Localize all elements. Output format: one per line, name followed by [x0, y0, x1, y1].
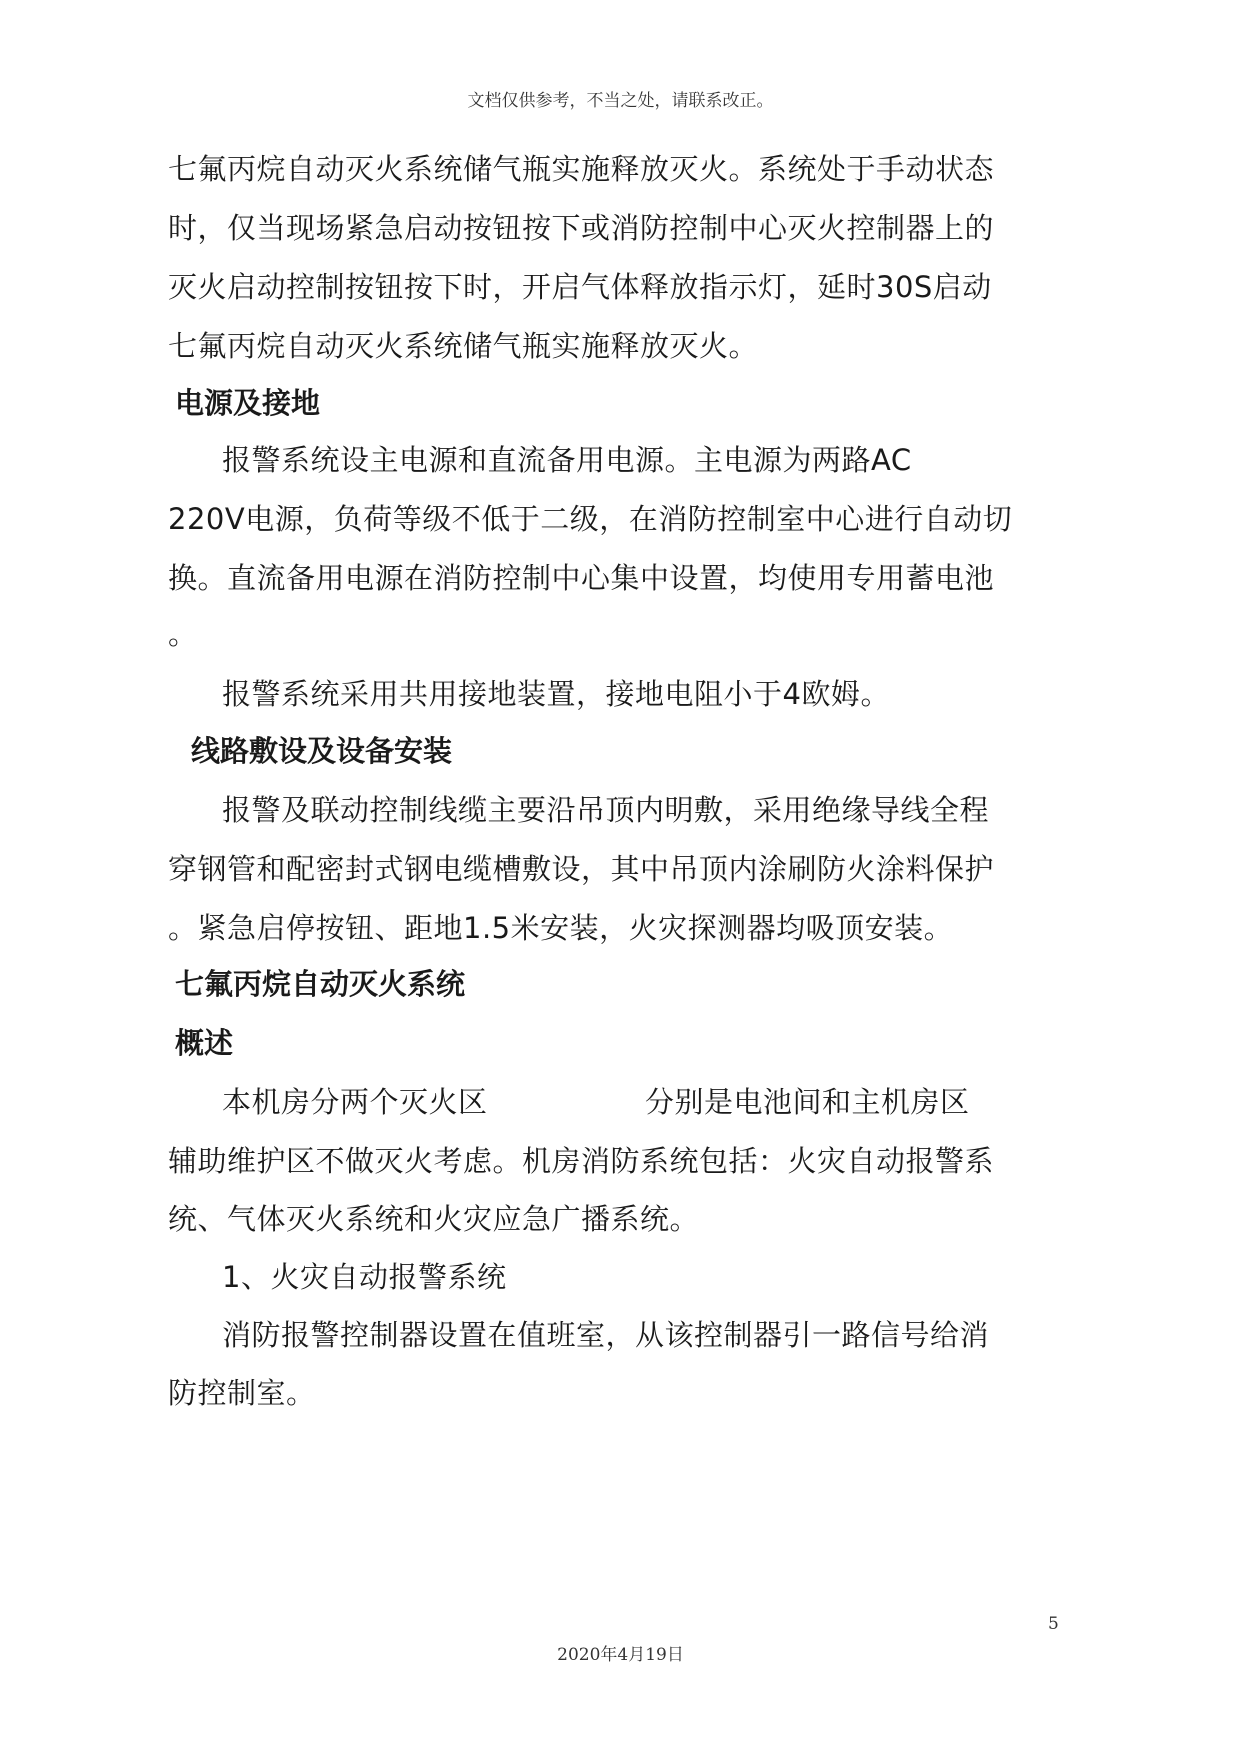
body-line: 。 [168, 617, 198, 651]
body-line: 穿钢管和配密封式钢电缆槽敷设，其中吊顶内涂刷防火涂料保护 [168, 852, 995, 886]
page-header: 文档仅供参考，不当之处，请联系改正。 [467, 91, 774, 111]
section-heading-power: 电源及接地 [175, 386, 321, 420]
body-line: 防控制室。 [168, 1376, 316, 1410]
body-line: 辅助维护区不做灭火考虑。机房消防系统包括：火灾自动报警系 [168, 1144, 995, 1178]
page-number: 5 [1048, 1614, 1059, 1634]
body-line: 220V电源，负荷等级不低于二级，在消防控制室中心进行自动切 [168, 502, 1013, 536]
body-line: 。紧急启停按钮、距地1.5米安装，火灾探测器均吸顶安装。 [168, 911, 954, 945]
body-line: 七氟丙烷自动灭火系统储气瓶实施释放灭火。 [168, 329, 759, 363]
section-heading-fire-system: 七氟丙烷自动灭火系统 [175, 967, 466, 1001]
body-line: 消防报警控制器设置在值班室，从该控制器引一路信号给消 [222, 1318, 990, 1352]
body-line: 1、火灾自动报警系统 [222, 1260, 507, 1294]
body-line: 报警及联动控制线缆主要沿吊顶内明敷，采用绝缘导线全程 [222, 793, 990, 827]
body-line: 报警系统设主电源和直流备用电源。主电源为两路AC [222, 443, 912, 477]
section-heading-overview: 概述 [175, 1026, 234, 1060]
body-line: 换。直流备用电源在消防控制中心集中设置，均使用专用蓄电池 [168, 561, 995, 595]
body-line: 统、气体灭火系统和火灾应急广播系统。 [168, 1202, 700, 1236]
body-line: 七氟丙烷自动灭火系统储气瓶实施释放灭火。系统处于手动状态 [168, 152, 995, 186]
body-line: 报警系统采用共用接地装置，接地电阻小于4欧姆。 [222, 677, 890, 711]
section-heading-wiring: 线路敷设及设备安装 [191, 734, 453, 768]
body-line: 灭火启动控制按钮按下时，开启气体释放指示灯，延时30S启动 [168, 270, 992, 304]
body-line: 分别是电池间和主机房区 [645, 1085, 970, 1119]
body-line: 时，仅当现场紧急启动按钮按下或消防控制中心灭火控制器上的 [168, 211, 995, 245]
page-footer-date: 2020年4月19日 [557, 1645, 684, 1665]
body-line: 本机房分两个灭火区 [222, 1085, 488, 1119]
